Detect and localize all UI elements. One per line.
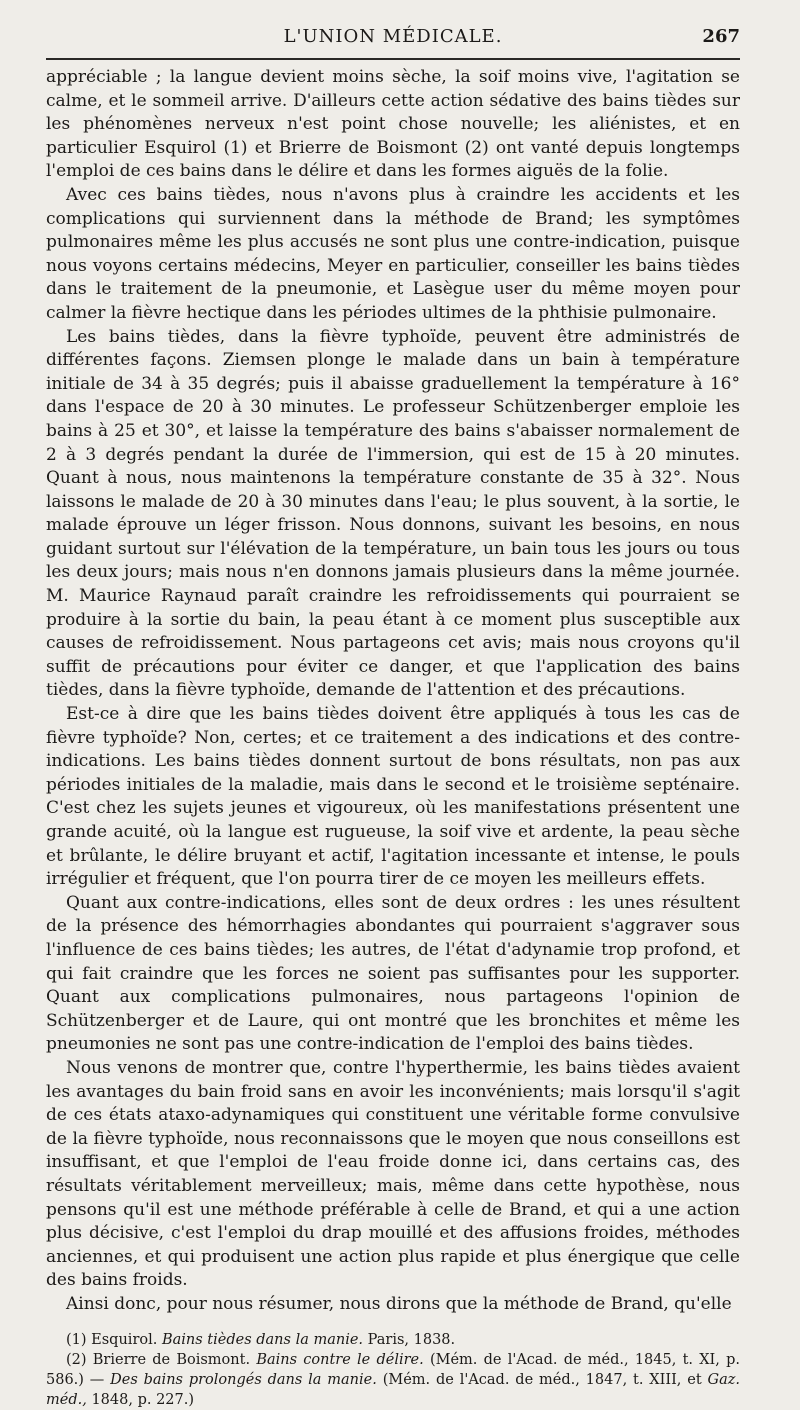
header-rule xyxy=(46,58,740,60)
body-text xyxy=(46,66,740,1316)
footnote-ref: (Mém. de l'Acad. de méd., 1845, t. XI, p. 586.) — xyxy=(46,1352,741,1389)
footnotes xyxy=(46,1330,740,1410)
paragraph: Quant aux contre-indications, elles sont de deux ordres : les unes résultent de la présence des hémorrhagies abondantes qui pourraient s'aggraver sous l'influence de ces bains tièdes; les autres, de l'état d'adynamie trop profond, et qui fait craindre que les forces ne soient pas suffisantes pour les supporter. Quant aux complications pulmonaires, nous partageons l'opinion de Schützenberger et de Laure, qui ont montré que les bronchites et même les pneumonies ne sont pas une contre-indication de l'emploi des bains tièdes. xyxy=(46,892,740,1055)
footnote-mark: (2) xyxy=(66,1352,87,1369)
footnote-2 xyxy=(46,1350,740,1410)
footnote-author: Brierre de Boismont. xyxy=(92,1352,251,1369)
paragraph: Ainsi donc, pour nous résumer, nous dirons que la méthode de Brand, qu'elle xyxy=(66,1293,732,1314)
footnote-ref: (Mém. de l'Acad. de méd., 1847, t. XIII, et xyxy=(382,1372,702,1389)
footnote-rest: Paris, 1838. xyxy=(367,1332,456,1349)
footnote-mark: (1) xyxy=(66,1332,87,1349)
footnote-title: Des bains prolongés dans la manie. xyxy=(110,1372,377,1389)
paragraph: appréciable ; la langue devient moins sèche, la soif moins vive, l'agitation se calme, et le sommeil arrive. D'ailleurs cette action sédative des bains tièdes sur les phénomènes nerveux n'est point chose nouvelle; les aliénistes, et en particulier Esquirol (1) et Brierre de Boismont (2) ont vanté depuis longtemps l'emploi de ces bains dans le délire et dans les formes aiguës de la folie. xyxy=(46,67,740,182)
paragraph: Nous venons de montrer que, contre l'hyperthermie, les bains tièdes avaient les avantages du bain froid sans en avoir les inconvénients; mais lorsqu'il s'agit de ces états ataxo-adynamiques qui constituent une véritable forme convulsive de la fièvre typhoïde, nous reconnaissons que le moyen que nous conseillons est insuffisant, et que l'emploi de l'eau froide donne ici, dans certains cas, des résultats véritablement merveilleux; mais, même dans cette hypothèse, nous pensons qu'il est une méthode préférable à celle de Brand, et qui a une action plus décisive, c'est l'emploi du drap mouillé et des affusions froides, méthodes anciennes, et qui produisent une action plus rapide et plus énergique que celle des bains froids. xyxy=(46,1057,740,1291)
paragraph: Les bains tièdes, dans la fièvre typhoïde, peuvent être administrés de différentes façons. Ziemsen plonge le malade dans un bain à température initiale de 34 à 35 degrés; puis il abaisse graduellement la température à 16° dans l'espace de 20 à 30 minutes. Le professeur Schützenberger emploie les bains à 25 et 30°, et laisse la température des bains s'abaisser normalement de 2 à 3 degrés pendant la durée de l'immersion, qui est de 15 à 20 minutes. Quant à nous, nous maintenons la température constante de 35 à 32°. Nous laissons le malade de 20 à 30 minutes dans l'eau; le plus souvent, à la sortie, le malade éprouve un léger frisson. Nous donnons, suivant les besoins, en nous guidant surtout sur l'élévation de la température, un bain tous les jours ou tous les deux jours; mais nous n'en donnons jamais plusieurs dans la même journée. M. Maurice Raynaud paraît craindre les refroidissements qui pourraient se produire à la sortie du bain, la peau étant à ce moment plus susceptible aux causes de refroidissement. Nous partageons cet avis; mais nous croyons qu'il suffit de précautions pour éviter ce danger, et que l'application des bains tièdes, dans la fièvre typhoïde, demande de l'attention et des précautions. xyxy=(46,326,740,701)
journal-title: L'UNION MÉDICALE. xyxy=(283,26,503,47)
page-number: 267 xyxy=(702,26,740,47)
footnote-1 xyxy=(46,1330,740,1350)
paragraph: Avec ces bains tièdes, nous n'avons plus à craindre les accidents et les complications qui surviennent dans la méthode de Brand; les symptômes pulmonaires même les plus accusés ne sont plus une contre-indication, puisque nous voyons certains médecins, Meyer en particulier, conseiller les bains tièdes dans le traitement de la pneumonie, et Lasègue user du même moyen pour calmer la fièvre hectique dans les périodes ultimes de la phthisie pulmonaire. xyxy=(46,184,740,323)
footnote-title: Bains tièdes dans la manie. xyxy=(161,1332,364,1349)
footnote-journal: Gaz. méd., xyxy=(46,1372,740,1409)
footnote-author: Esquirol. xyxy=(91,1332,158,1349)
running-header xyxy=(46,26,740,54)
footnote-rest: 1848, p. 227.) xyxy=(91,1392,195,1409)
footnote-title: Bains contre le délire. xyxy=(256,1352,424,1369)
paragraph: Est-ce à dire que les bains tièdes doivent être appliqués à tous les cas de fièvre typhoïde? Non, certes; et ce traitement a des indications et des contre-indications. Les bains tièdes donnent surtout de bons résultats, non pas aux périodes initiales de la maladie, mais dans le second et le troisième septénaire. C'est chez les sujets jeunes et vigoureux, où les manifestations présentent une grande acuité, où la langue est rugueuse, la soif vive et ardente, la peau sèche et brûlante, le délire bruyant et actif, l'agitation incessante et intense, le pouls irrégulier et fréquent, que l'on pourra tirer de ce moyen les meilleurs effets. xyxy=(46,704,740,890)
